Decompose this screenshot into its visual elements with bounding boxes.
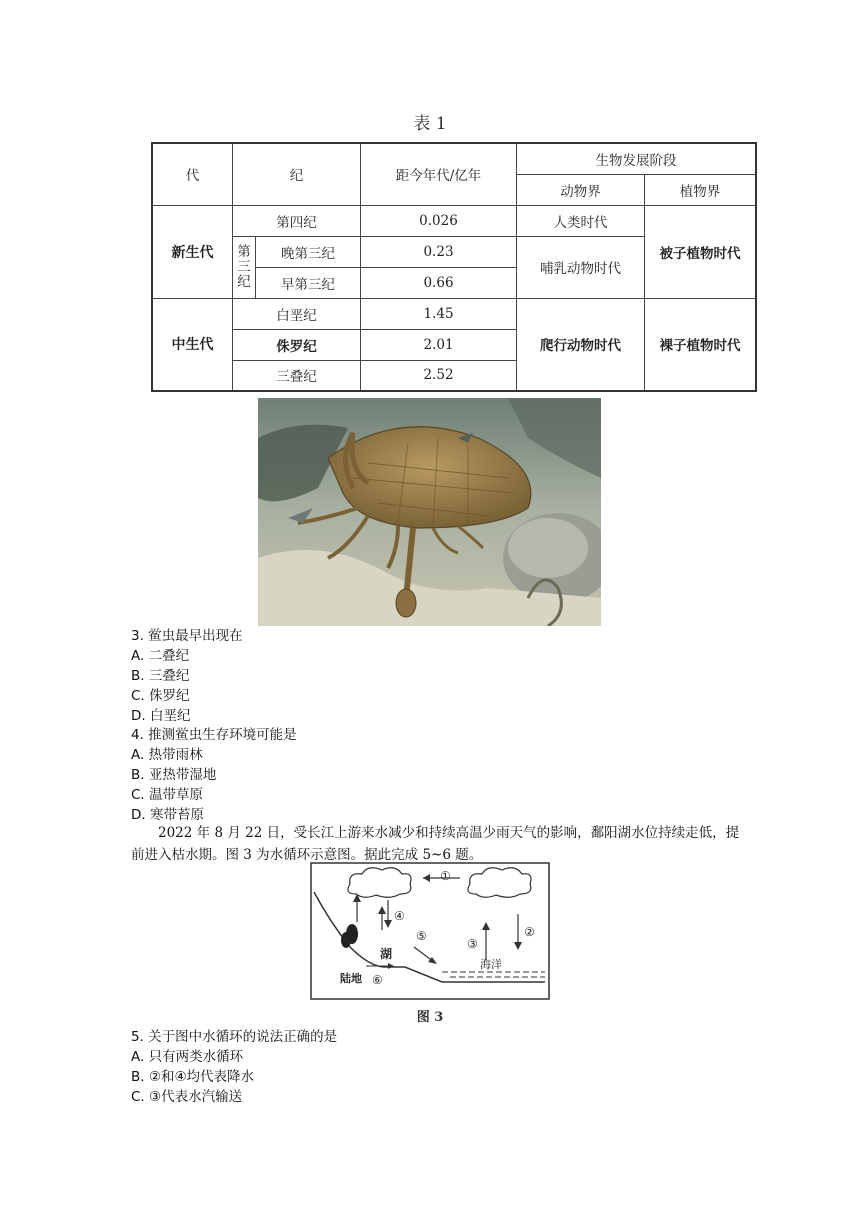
period-tertiary [233, 236, 256, 298]
q3-option-b: B. 三叠纪 [131, 668, 190, 684]
q4-option-c: C. 温带草原 [131, 787, 204, 803]
period-late-tertiary: 晚第三纪 [256, 236, 361, 267]
q3-option-c: C. 侏罗纪 [131, 688, 190, 704]
q5-stem: 5. 关于图中水循环的说法正确的是 [131, 1029, 338, 1045]
q5-option-b: B. ②和④均代表降水 [131, 1069, 255, 1085]
period-early-tertiary: 早第三纪 [256, 267, 361, 298]
animal-stage-reptile: 爬行动物时代 [517, 298, 645, 391]
q5-option-c: C. ③代表水汽输送 [131, 1089, 243, 1105]
header-plant: 植物界 [645, 174, 757, 205]
q4-option-b: B. 亚热带湿地 [131, 767, 217, 783]
animal-stage-human: 人类时代 [517, 205, 645, 236]
header-animal: 动物界 [517, 174, 645, 205]
geologic-time-table [151, 142, 757, 392]
era-cenozoic: 新生代 [152, 205, 233, 298]
horseshoe-crab-illustration [258, 398, 601, 626]
animal-stage-mammal: 哺乳动物时代 [517, 236, 645, 298]
age-late-tertiary: 0.23 [361, 236, 517, 267]
period-cretaceous: 白垩纪 [233, 298, 361, 329]
table-caption: 表 1 [413, 114, 447, 134]
water-cycle-diagram [310, 862, 550, 1000]
q4-stem: 4. 推测鲎虫生存环境可能是 [131, 727, 297, 743]
age-triassic: 2.52 [361, 360, 517, 391]
label-5: ⑤ [416, 929, 427, 943]
age-cretaceous: 1.45 [361, 298, 517, 329]
q3-stem: 3. 鲎虫最早出现在 [131, 628, 243, 644]
plant-stage-angiosperm: 被子植物时代 [645, 205, 757, 298]
age-early-tertiary: 0.66 [361, 267, 517, 298]
label-4: ④ [394, 909, 405, 923]
land-label: 陆地 [340, 972, 362, 985]
header-stage: 生物发展阶段 [517, 143, 757, 174]
era-mesozoic: 中生代 [152, 298, 233, 391]
label-1: ① [440, 869, 451, 883]
label-6: ⑥ [372, 973, 383, 987]
ocean-label: 海洋 [480, 958, 502, 971]
figure-3-caption: 图 3 [416, 1010, 444, 1025]
header-period: 纪 [233, 143, 361, 205]
period-jurassic: 侏罗纪 [233, 329, 361, 360]
label-3: ③ [467, 937, 478, 951]
age-quaternary: 0.026 [361, 205, 517, 236]
header-era: 代 [152, 143, 233, 205]
lake-label: 湖 [380, 947, 393, 961]
q4-option-d: D. 寒带苔原 [131, 807, 204, 823]
age-jurassic: 2.01 [361, 329, 517, 360]
period-triassic: 三叠纪 [233, 360, 361, 391]
plant-stage-gymnosperm: 裸子植物时代 [645, 298, 757, 391]
label-2: ② [524, 925, 535, 939]
tertiary-label: 第 三 纪 [237, 243, 251, 290]
q5-option-a: A. 只有两类水循环 [131, 1049, 244, 1065]
period-quaternary: 第四纪 [233, 205, 361, 236]
q3-option-a: A. 二叠纪 [131, 648, 190, 664]
q4-option-a: A. 热带雨林 [131, 747, 203, 763]
header-age: 距今年代/亿年 [361, 143, 517, 205]
passage: 2022 年 8 月 22 日，受长江上游来水减少和持续高温少雨天气的影响，鄱阳湖水位持续走低，提前进入枯水期。图 3 为水循环示意图。据此完成 5~6 题。 [131, 825, 740, 863]
q3-option-d: D. 白垩纪 [131, 708, 191, 724]
